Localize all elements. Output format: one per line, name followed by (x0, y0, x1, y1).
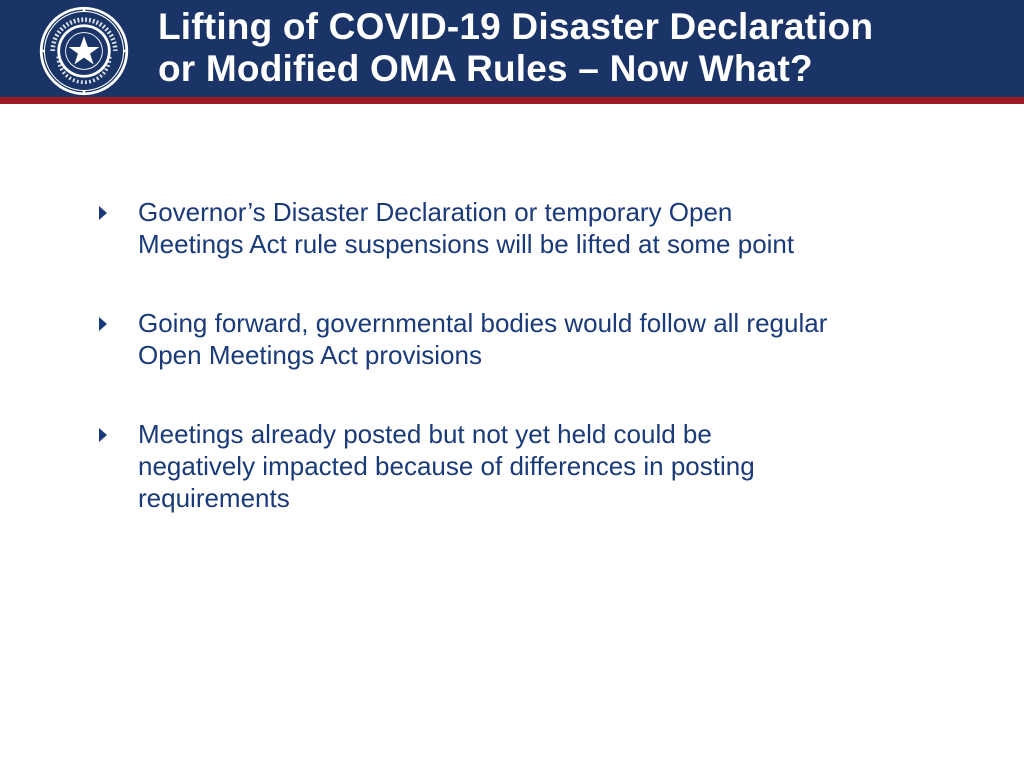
bullet-list (96, 196, 976, 561)
header-bar (0, 0, 1024, 97)
bullet-text (138, 196, 976, 260)
bullet-text (138, 418, 976, 514)
title-line: or Modified OMA Rules – Now What? (158, 48, 813, 89)
bullet-item (96, 418, 976, 514)
bullet-item (96, 307, 976, 371)
bullet-line: requirements (138, 483, 290, 513)
bullet-line: Governor’s Disaster Declaration or temporary Open (138, 197, 733, 227)
attorney-general-seal-icon (38, 5, 130, 97)
title-line: Lifting of COVID-19 Disaster Declaration (158, 6, 874, 47)
triangle-right-icon (99, 206, 107, 220)
header-divider (0, 97, 1024, 104)
bullet-line: Meetings Act rule suspensions will be lifted at some point (138, 229, 795, 259)
bullet-line: negatively impacted because of differences in posting (138, 451, 755, 481)
bullet-line: Meetings already posted but not yet held could be (138, 419, 712, 449)
bullet-item (96, 196, 976, 260)
page-title (158, 6, 1008, 90)
bullet-line: Going forward, governmental bodies would follow all regular (138, 308, 828, 338)
bullet-line: Open Meetings Act provisions (138, 340, 482, 370)
triangle-right-icon (99, 317, 107, 331)
triangle-right-icon (99, 428, 107, 442)
bullet-text (138, 307, 976, 371)
